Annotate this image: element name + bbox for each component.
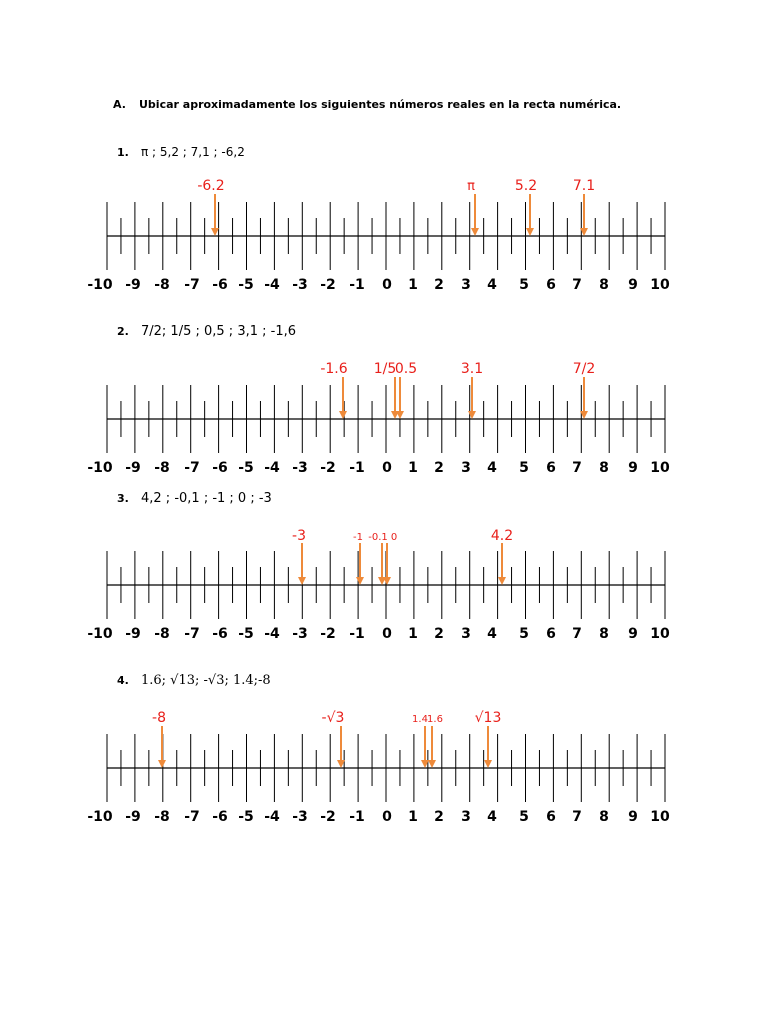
marker-2-1 bbox=[320, 361, 347, 419]
marker-label: -3 bbox=[292, 528, 306, 544]
section-letter: A. bbox=[113, 98, 126, 111]
tick-label: 8 bbox=[599, 626, 609, 642]
marker-label: -6.2 bbox=[197, 178, 225, 194]
exercise-number: 3. bbox=[117, 492, 129, 505]
tick-label: -9 bbox=[125, 809, 141, 825]
tick-label: -10 bbox=[87, 809, 113, 825]
tick-label: 0 bbox=[382, 277, 392, 293]
tick-label: -3 bbox=[292, 809, 308, 825]
tick-label: -8 bbox=[154, 809, 170, 825]
marker-label: 4.2 bbox=[490, 528, 514, 544]
exercise-number: 4. bbox=[117, 674, 129, 687]
tick-label: 2 bbox=[434, 460, 444, 476]
instructions-text: Ubicar aproximadamente los siguientes números reales en la recta numérica. bbox=[139, 98, 622, 111]
tick-label: -6 bbox=[212, 277, 228, 293]
arrow-head bbox=[526, 228, 534, 236]
exercise-number: 2. bbox=[117, 325, 129, 338]
tick-label: -4 bbox=[264, 626, 280, 642]
tick-label: 7 bbox=[572, 277, 582, 293]
tick-label: -10 bbox=[87, 277, 113, 293]
arrow-head bbox=[158, 760, 166, 768]
marker-label: 7.1 bbox=[572, 178, 596, 194]
tick-label: 2 bbox=[434, 809, 444, 825]
tick-label: 3 bbox=[461, 460, 471, 476]
number-line-1 bbox=[87, 178, 670, 293]
exercise-number: 1. bbox=[117, 146, 129, 159]
tick-label: -2 bbox=[320, 809, 336, 825]
tick-label: 3 bbox=[461, 626, 471, 642]
marker-label: π bbox=[467, 179, 475, 194]
tick-label: 0 bbox=[382, 809, 392, 825]
tick-label: -7 bbox=[184, 809, 200, 825]
tick-label: 7 bbox=[572, 460, 582, 476]
tick-label: -5 bbox=[238, 809, 254, 825]
marker-label: 1.6 bbox=[427, 714, 443, 725]
tick-label: -6 bbox=[212, 460, 228, 476]
tick-label: 10 bbox=[650, 277, 670, 293]
tick-label: -6 bbox=[212, 626, 228, 642]
tick-label: 5 bbox=[519, 626, 529, 642]
tick-label: 6 bbox=[546, 460, 556, 476]
arrow-head bbox=[383, 577, 391, 585]
arrow-head bbox=[298, 577, 306, 585]
tick-label: -8 bbox=[154, 460, 170, 476]
tick-label: -2 bbox=[320, 626, 336, 642]
tick-label: 10 bbox=[650, 809, 670, 825]
tick-label: -3 bbox=[292, 460, 308, 476]
number-line-4 bbox=[87, 710, 670, 825]
tick-label: -1 bbox=[349, 460, 365, 476]
arrow-head bbox=[428, 760, 436, 768]
tick-label: 5 bbox=[519, 277, 529, 293]
tick-label: -9 bbox=[125, 460, 141, 476]
number-line-3 bbox=[87, 528, 670, 642]
marker-label: 5.2 bbox=[514, 178, 538, 194]
marker-2-5 bbox=[573, 361, 596, 419]
tick-label: 6 bbox=[546, 809, 556, 825]
exercise-expression: 4,2 ; -0,1 ; -1 ; 0 ; -3 bbox=[141, 491, 272, 506]
tick-label: -6 bbox=[212, 809, 228, 825]
tick-label: -4 bbox=[264, 277, 280, 293]
tick-label: -4 bbox=[264, 809, 280, 825]
tick-label: 1 bbox=[408, 809, 418, 825]
marker-label: 0 bbox=[390, 532, 398, 543]
tick-label: 4 bbox=[487, 626, 497, 642]
marker-1-4 bbox=[573, 178, 595, 236]
tick-label: 10 bbox=[650, 460, 670, 476]
marker-label: 1/5 bbox=[373, 361, 397, 377]
tick-label: -8 bbox=[154, 277, 170, 293]
tick-label: -5 bbox=[238, 460, 254, 476]
marker-label: √13 bbox=[474, 710, 502, 726]
tick-label: 2 bbox=[434, 626, 444, 642]
tick-label: 9 bbox=[628, 277, 638, 293]
tick-label: -4 bbox=[264, 460, 280, 476]
tick-label: -9 bbox=[125, 277, 141, 293]
marker-label: -8 bbox=[152, 710, 166, 726]
arrow-head bbox=[339, 411, 347, 419]
tick-label: 2 bbox=[434, 277, 444, 293]
tick-label: -1 bbox=[349, 277, 365, 293]
tick-label: -7 bbox=[184, 626, 200, 642]
arrow-head bbox=[471, 228, 479, 236]
tick-label: 7 bbox=[572, 809, 582, 825]
tick-label: -5 bbox=[238, 626, 254, 642]
tick-label: 0 bbox=[382, 460, 392, 476]
tick-label: 1 bbox=[408, 626, 418, 642]
exercise-expression: π ; 5,2 ; 7,1 ; -6,2 bbox=[141, 145, 245, 159]
tick-label: -3 bbox=[292, 277, 308, 293]
tick-label: -8 bbox=[154, 626, 170, 642]
marker-label: 1.4 bbox=[412, 714, 428, 725]
tick-label: -9 bbox=[125, 626, 141, 642]
marker-label: -√3 bbox=[321, 710, 345, 726]
tick-label: 5 bbox=[519, 460, 529, 476]
number-line-2 bbox=[87, 361, 670, 476]
marker-2-4 bbox=[461, 361, 483, 419]
exercise-expression: 1.6; √13; -√3; 1.4;-8 bbox=[141, 673, 271, 688]
tick-label: 8 bbox=[599, 277, 609, 293]
tick-label: 7 bbox=[572, 626, 582, 642]
marker-label: -1 bbox=[353, 532, 363, 543]
tick-label: 9 bbox=[628, 460, 638, 476]
tick-label: 4 bbox=[487, 809, 497, 825]
tick-label: 4 bbox=[487, 277, 497, 293]
tick-label: -1 bbox=[349, 626, 365, 642]
tick-label: 9 bbox=[628, 626, 638, 642]
marker-label: -1.6 bbox=[320, 361, 348, 377]
arrow-head bbox=[396, 411, 404, 419]
tick-label: 0 bbox=[382, 626, 392, 642]
marker-3-1 bbox=[292, 528, 306, 585]
arrow-head bbox=[356, 577, 364, 585]
marker-1-1 bbox=[197, 178, 224, 236]
tick-label: 1 bbox=[408, 460, 418, 476]
marker-label: 7/2 bbox=[572, 361, 596, 377]
tick-label: -3 bbox=[292, 626, 308, 642]
tick-label: -7 bbox=[184, 460, 200, 476]
tick-label: -5 bbox=[238, 277, 254, 293]
tick-label: 5 bbox=[519, 809, 529, 825]
tick-label: -1 bbox=[349, 809, 365, 825]
tick-label: 8 bbox=[599, 809, 609, 825]
tick-label: 4 bbox=[487, 460, 497, 476]
marker-4-4 bbox=[427, 714, 443, 768]
tick-label: -2 bbox=[320, 460, 336, 476]
exercise-expression: 7/2; 1/5 ; 0,5 ; 3,1 ; -1,6 bbox=[141, 324, 297, 339]
tick-label: 8 bbox=[599, 460, 609, 476]
marker-4-1 bbox=[152, 710, 166, 768]
tick-label: -2 bbox=[320, 277, 336, 293]
tick-label: 1 bbox=[408, 277, 418, 293]
tick-label: -10 bbox=[87, 460, 113, 476]
arrow-head bbox=[484, 760, 492, 768]
tick-label: -7 bbox=[184, 277, 200, 293]
marker-label: 0.5 bbox=[394, 361, 418, 377]
arrow-head bbox=[211, 228, 219, 236]
arrow-head bbox=[498, 577, 506, 585]
marker-1-2 bbox=[467, 179, 479, 236]
tick-label: 6 bbox=[546, 626, 556, 642]
marker-3-5 bbox=[491, 528, 513, 585]
tick-label: 9 bbox=[628, 809, 638, 825]
tick-label: -10 bbox=[87, 626, 113, 642]
marker-label: -0.1 bbox=[368, 532, 388, 543]
tick-label: 3 bbox=[461, 809, 471, 825]
tick-label: 6 bbox=[546, 277, 556, 293]
tick-label: 3 bbox=[461, 277, 471, 293]
marker-4-2 bbox=[322, 710, 345, 768]
tick-label: 10 bbox=[650, 626, 670, 642]
marker-label: 3.1 bbox=[460, 361, 484, 377]
